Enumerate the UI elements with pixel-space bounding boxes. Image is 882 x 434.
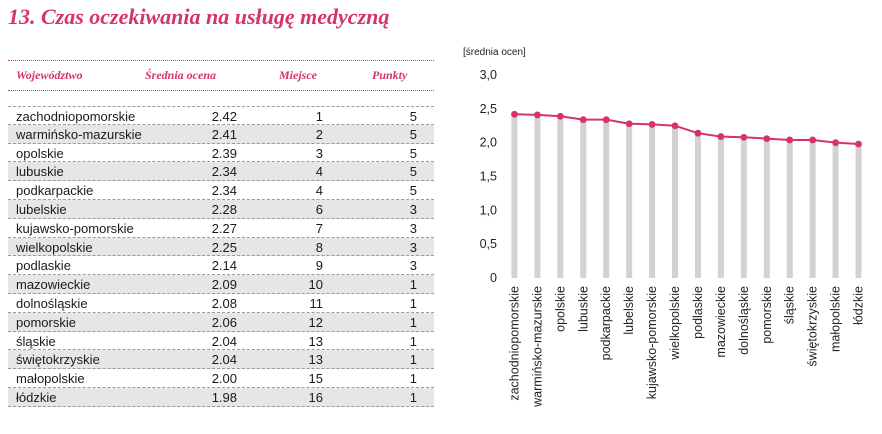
bar <box>764 139 770 278</box>
data-point <box>534 112 541 119</box>
points-cell: 1 <box>409 295 417 311</box>
x-tick-label: opolskie <box>553 286 568 332</box>
average-cell: 2.14 <box>211 258 237 274</box>
region-cell: lubuskie <box>16 164 64 180</box>
region-cell: podlaskie <box>16 258 71 274</box>
y-axis-label: [średnia ocen] <box>463 47 526 58</box>
data-point <box>672 122 679 129</box>
rank-cell: 4 <box>315 164 323 180</box>
bar <box>833 143 839 278</box>
x-tick-label: śląskie <box>782 286 797 325</box>
average-cell: 2.25 <box>211 239 237 255</box>
y-tick-label: 1,0 <box>479 203 497 218</box>
region-cell: śląskie <box>16 333 56 349</box>
data-point <box>580 116 587 123</box>
data-point <box>511 111 518 118</box>
x-tick-label: łódzkie <box>851 286 866 325</box>
rank-cell: 3 <box>315 145 323 161</box>
region-cell: łódzkie <box>16 389 57 405</box>
points-cell: 3 <box>409 258 417 274</box>
data-point <box>626 120 633 127</box>
data-point <box>557 113 564 120</box>
points-cell: 1 <box>409 371 417 387</box>
y-tick-label: 3,0 <box>479 68 497 82</box>
bar <box>695 133 701 278</box>
points-cell: 3 <box>409 220 417 236</box>
data-point <box>855 141 862 148</box>
average-cell: 2.06 <box>211 314 237 330</box>
data-point <box>718 133 725 140</box>
region-cell: lubelskie <box>16 201 67 217</box>
x-tick-label: lubelskie <box>622 286 637 335</box>
rank-cell: 13 <box>308 352 323 368</box>
bar <box>580 120 586 278</box>
bar <box>810 140 816 278</box>
rank-cell: 10 <box>308 277 323 293</box>
points-cell: 3 <box>409 201 417 217</box>
points-cell: 3 <box>409 239 417 255</box>
bar <box>557 116 563 278</box>
bar <box>672 126 678 278</box>
rank-cell: 1 <box>315 109 323 124</box>
header-rank: Miejsce <box>279 68 317 82</box>
rank-cell: 2 <box>315 126 323 142</box>
x-tick-label: lubuskie <box>576 286 591 332</box>
bar <box>718 137 724 278</box>
region-cell: świętokrzyskie <box>16 352 100 368</box>
y-tick-label: 2,5 <box>479 101 497 116</box>
header-points: Punkty <box>372 68 408 82</box>
points-cell: 1 <box>409 333 417 349</box>
rank-cell: 12 <box>308 314 323 330</box>
points-cell: 5 <box>409 145 417 161</box>
average-cell: 2.09 <box>211 277 237 293</box>
average-cell: 2.41 <box>211 126 237 142</box>
x-tick-label: warmińsko-mazurskie <box>530 286 545 407</box>
region-cell: podkarpackie <box>16 183 94 199</box>
average-cell: 2.34 <box>211 183 237 199</box>
bar <box>603 120 609 278</box>
x-tick-label: wielkopolskie <box>668 286 683 360</box>
points-cell: 1 <box>409 352 417 368</box>
x-tick-label: podkarpackie <box>599 286 614 361</box>
page-title: 13. Czas oczekiwania na usługę medyczną <box>8 4 390 29</box>
rank-cell: 7 <box>315 220 323 236</box>
data-point <box>740 134 747 141</box>
points-cell: 5 <box>409 183 417 199</box>
header-average: Średnia ocena <box>145 68 217 82</box>
rank-cell: 9 <box>315 258 323 274</box>
region-cell: dolnośląskie <box>16 295 88 311</box>
y-tick-label: 0,5 <box>479 237 497 252</box>
data-point <box>649 121 656 128</box>
points-cell: 5 <box>409 126 417 142</box>
region-cell: wielkopolskie <box>16 239 93 255</box>
data-point <box>786 137 793 144</box>
rank-cell: 6 <box>315 201 323 217</box>
region-cell: małopolskie <box>16 371 85 387</box>
region-cell: warmińsko-mazurskie <box>16 126 142 142</box>
average-cell: 1.98 <box>211 389 237 405</box>
average-cell: 2.04 <box>211 333 237 349</box>
header-region: Województwo <box>16 68 83 82</box>
average-cell: 2.04 <box>211 352 237 368</box>
rank-cell: 15 <box>308 371 323 387</box>
rank-cell: 11 <box>309 295 323 311</box>
data-point <box>809 137 816 144</box>
bar <box>534 115 540 278</box>
y-tick-label: 0 <box>490 271 497 285</box>
rank-cell: 13 <box>308 333 323 349</box>
y-tick-label: 2,0 <box>479 135 497 150</box>
rank-cell: 16 <box>308 389 323 405</box>
average-cell: 2.27 <box>211 220 237 236</box>
x-tick-label: pomorskie <box>759 286 774 344</box>
region-cell: zachodniopomorskie <box>16 109 136 124</box>
x-tick-label: podlaskie <box>690 286 705 339</box>
average-cell: 2.08 <box>211 295 237 311</box>
x-tick-label: dolnośląskie <box>736 286 751 355</box>
bar <box>626 124 632 278</box>
points-cell: 1 <box>409 277 417 293</box>
data-point <box>832 139 839 146</box>
y-tick-label: 1,5 <box>479 169 497 184</box>
average-cell: 2.34 <box>211 164 237 180</box>
average-cell: 2.42 <box>211 109 237 124</box>
points-cell: 1 <box>409 314 417 330</box>
x-tick-label: świętokrzyskie <box>805 286 820 367</box>
data-point <box>695 130 702 137</box>
rank-cell: 4 <box>315 183 323 199</box>
region-cell: kujawsko-pomorskie <box>16 220 134 236</box>
points-cell: 1 <box>409 389 417 405</box>
x-tick-label: małopolskie <box>828 286 843 353</box>
bar <box>511 114 517 278</box>
points-cell: 5 <box>409 164 417 180</box>
average-cell: 2.39 <box>211 145 237 161</box>
points-cell: 5 <box>409 109 417 124</box>
bar <box>741 137 747 278</box>
series-line <box>514 114 858 144</box>
x-tick-label: kujawsko-pomorskie <box>645 286 660 400</box>
x-tick-label: zachodniopomorskie <box>507 286 522 401</box>
average-cell: 2.28 <box>211 201 237 217</box>
bar <box>856 144 862 278</box>
region-cell: opolskie <box>16 145 64 161</box>
region-cell: pomorskie <box>16 314 76 330</box>
bar <box>787 140 793 278</box>
x-tick-label: mazowieckie <box>713 286 728 358</box>
region-cell: mazowieckie <box>16 277 91 293</box>
rank-cell: 8 <box>315 239 323 255</box>
data-point <box>763 135 770 142</box>
data-point <box>603 116 610 123</box>
average-cell: 2.00 <box>211 371 237 387</box>
bar <box>649 124 655 278</box>
